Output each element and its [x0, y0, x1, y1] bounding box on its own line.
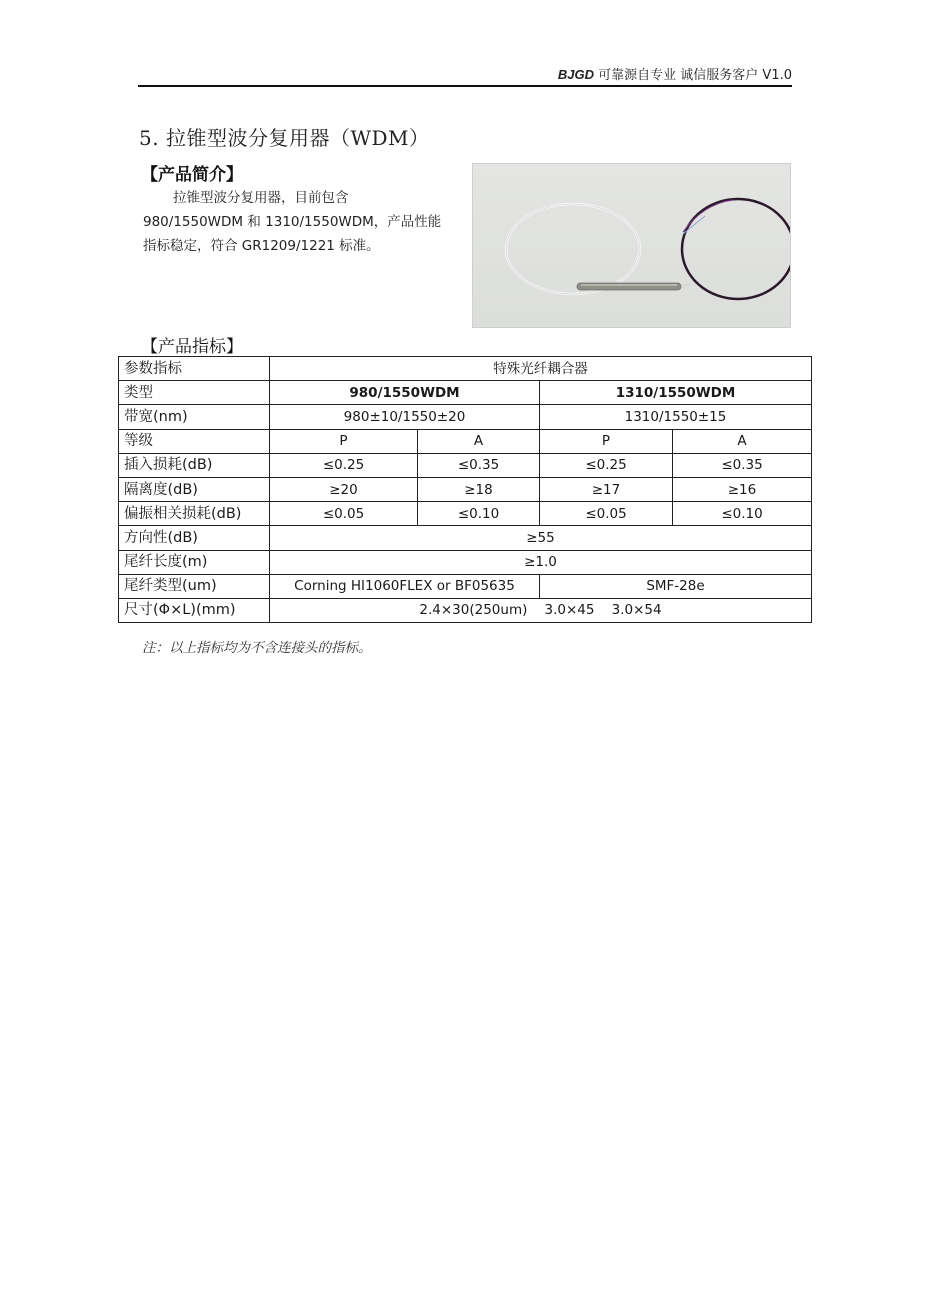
cell-value: 980/1550WDM [270, 381, 540, 405]
table-row-grade [119, 429, 812, 453]
cell-value: 1310/1550±15 [540, 405, 812, 429]
table-row-header [119, 357, 812, 381]
cell-label: 类型 [119, 381, 270, 405]
cell-value: A [673, 429, 812, 453]
cell-value: ≤0.25 [540, 453, 673, 477]
section-title: 5. 拉锥型波分复用器（WDM） [139, 126, 430, 150]
header-divider [138, 85, 792, 87]
product-photo [472, 163, 791, 328]
cell-label: 隔离度(dB) [119, 477, 270, 501]
fiber-coupler-illustration [473, 164, 791, 328]
table-row-pigtail-type [119, 574, 812, 598]
cell-value: P [270, 429, 418, 453]
intro-line-3: 指标稳定，符合 GR1209/1221 标准。 [143, 238, 380, 254]
cell-label: 尾纤类型(um) [119, 574, 270, 598]
cell-value: ≥17 [540, 477, 673, 501]
table-row-directivity [119, 526, 812, 550]
cell-value: Corning HI1060FLEX or BF05635 [270, 574, 540, 598]
cell-label: 尾纤长度(m) [119, 550, 270, 574]
cell-value: ≤0.05 [270, 502, 418, 526]
cell-value: ≤0.35 [418, 453, 540, 477]
table-row-type [119, 381, 812, 405]
cell-value: A [418, 429, 540, 453]
cell-value: ≤0.10 [418, 502, 540, 526]
spec-table [118, 356, 812, 623]
table-row-pdl [119, 502, 812, 526]
intro-heading: 【产品简介】 [141, 165, 243, 185]
cell-value: ≤0.05 [540, 502, 673, 526]
cell-label: 尺寸(Φ×L)(mm) [119, 598, 270, 622]
intro-line-2: 980/1550WDM 和 1310/1550WDM，产品性能 [143, 214, 442, 230]
cell-value: 1310/1550WDM [540, 381, 812, 405]
specs-heading: 【产品指标】 [141, 337, 243, 357]
cell-label: 等级 [119, 429, 270, 453]
cell-value: ≥20 [270, 477, 418, 501]
cell-value: ≤0.10 [673, 502, 812, 526]
intro-paragraph [143, 186, 463, 258]
cell-label: 偏振相关损耗(dB) [119, 502, 270, 526]
page-header [138, 64, 792, 86]
cell-value: P [540, 429, 673, 453]
cell-value: 2.4×30(250um) 3.0×45 3.0×54 [270, 598, 812, 622]
cell-label: 带宽(nm) [119, 405, 270, 429]
cell-value: ≥55 [270, 526, 812, 550]
table-note: 注：以上指标均为不含连接头的指标。 [142, 640, 372, 656]
cell-value: ≤0.35 [673, 453, 812, 477]
cell-label: 方向性(dB) [119, 526, 270, 550]
table-row-dimension [119, 598, 812, 622]
cell-label: 插入损耗(dB) [119, 453, 270, 477]
cell-value: ≥18 [418, 477, 540, 501]
intro-line-1: 拉锥型波分复用器，目前包含 [173, 190, 349, 206]
cell-value: SMF-28e [540, 574, 812, 598]
header-slogan: 可靠源自专业 诚信服务客户 V1.0 [598, 68, 792, 83]
cell-value: ≤0.25 [270, 453, 418, 477]
cell-value: ≥1.0 [270, 550, 812, 574]
cell-value: 特殊光纤耦合器 [270, 357, 812, 381]
brand-name: BJGD [557, 67, 595, 82]
table-row-pigtail-length [119, 550, 812, 574]
table-row-bandwidth [119, 405, 812, 429]
cell-value: ≥16 [673, 477, 812, 501]
cell-label: 参数指标 [119, 357, 270, 381]
table-row-insertion-loss [119, 453, 812, 477]
table-row-isolation [119, 477, 812, 501]
cell-value: 980±10/1550±20 [270, 405, 540, 429]
